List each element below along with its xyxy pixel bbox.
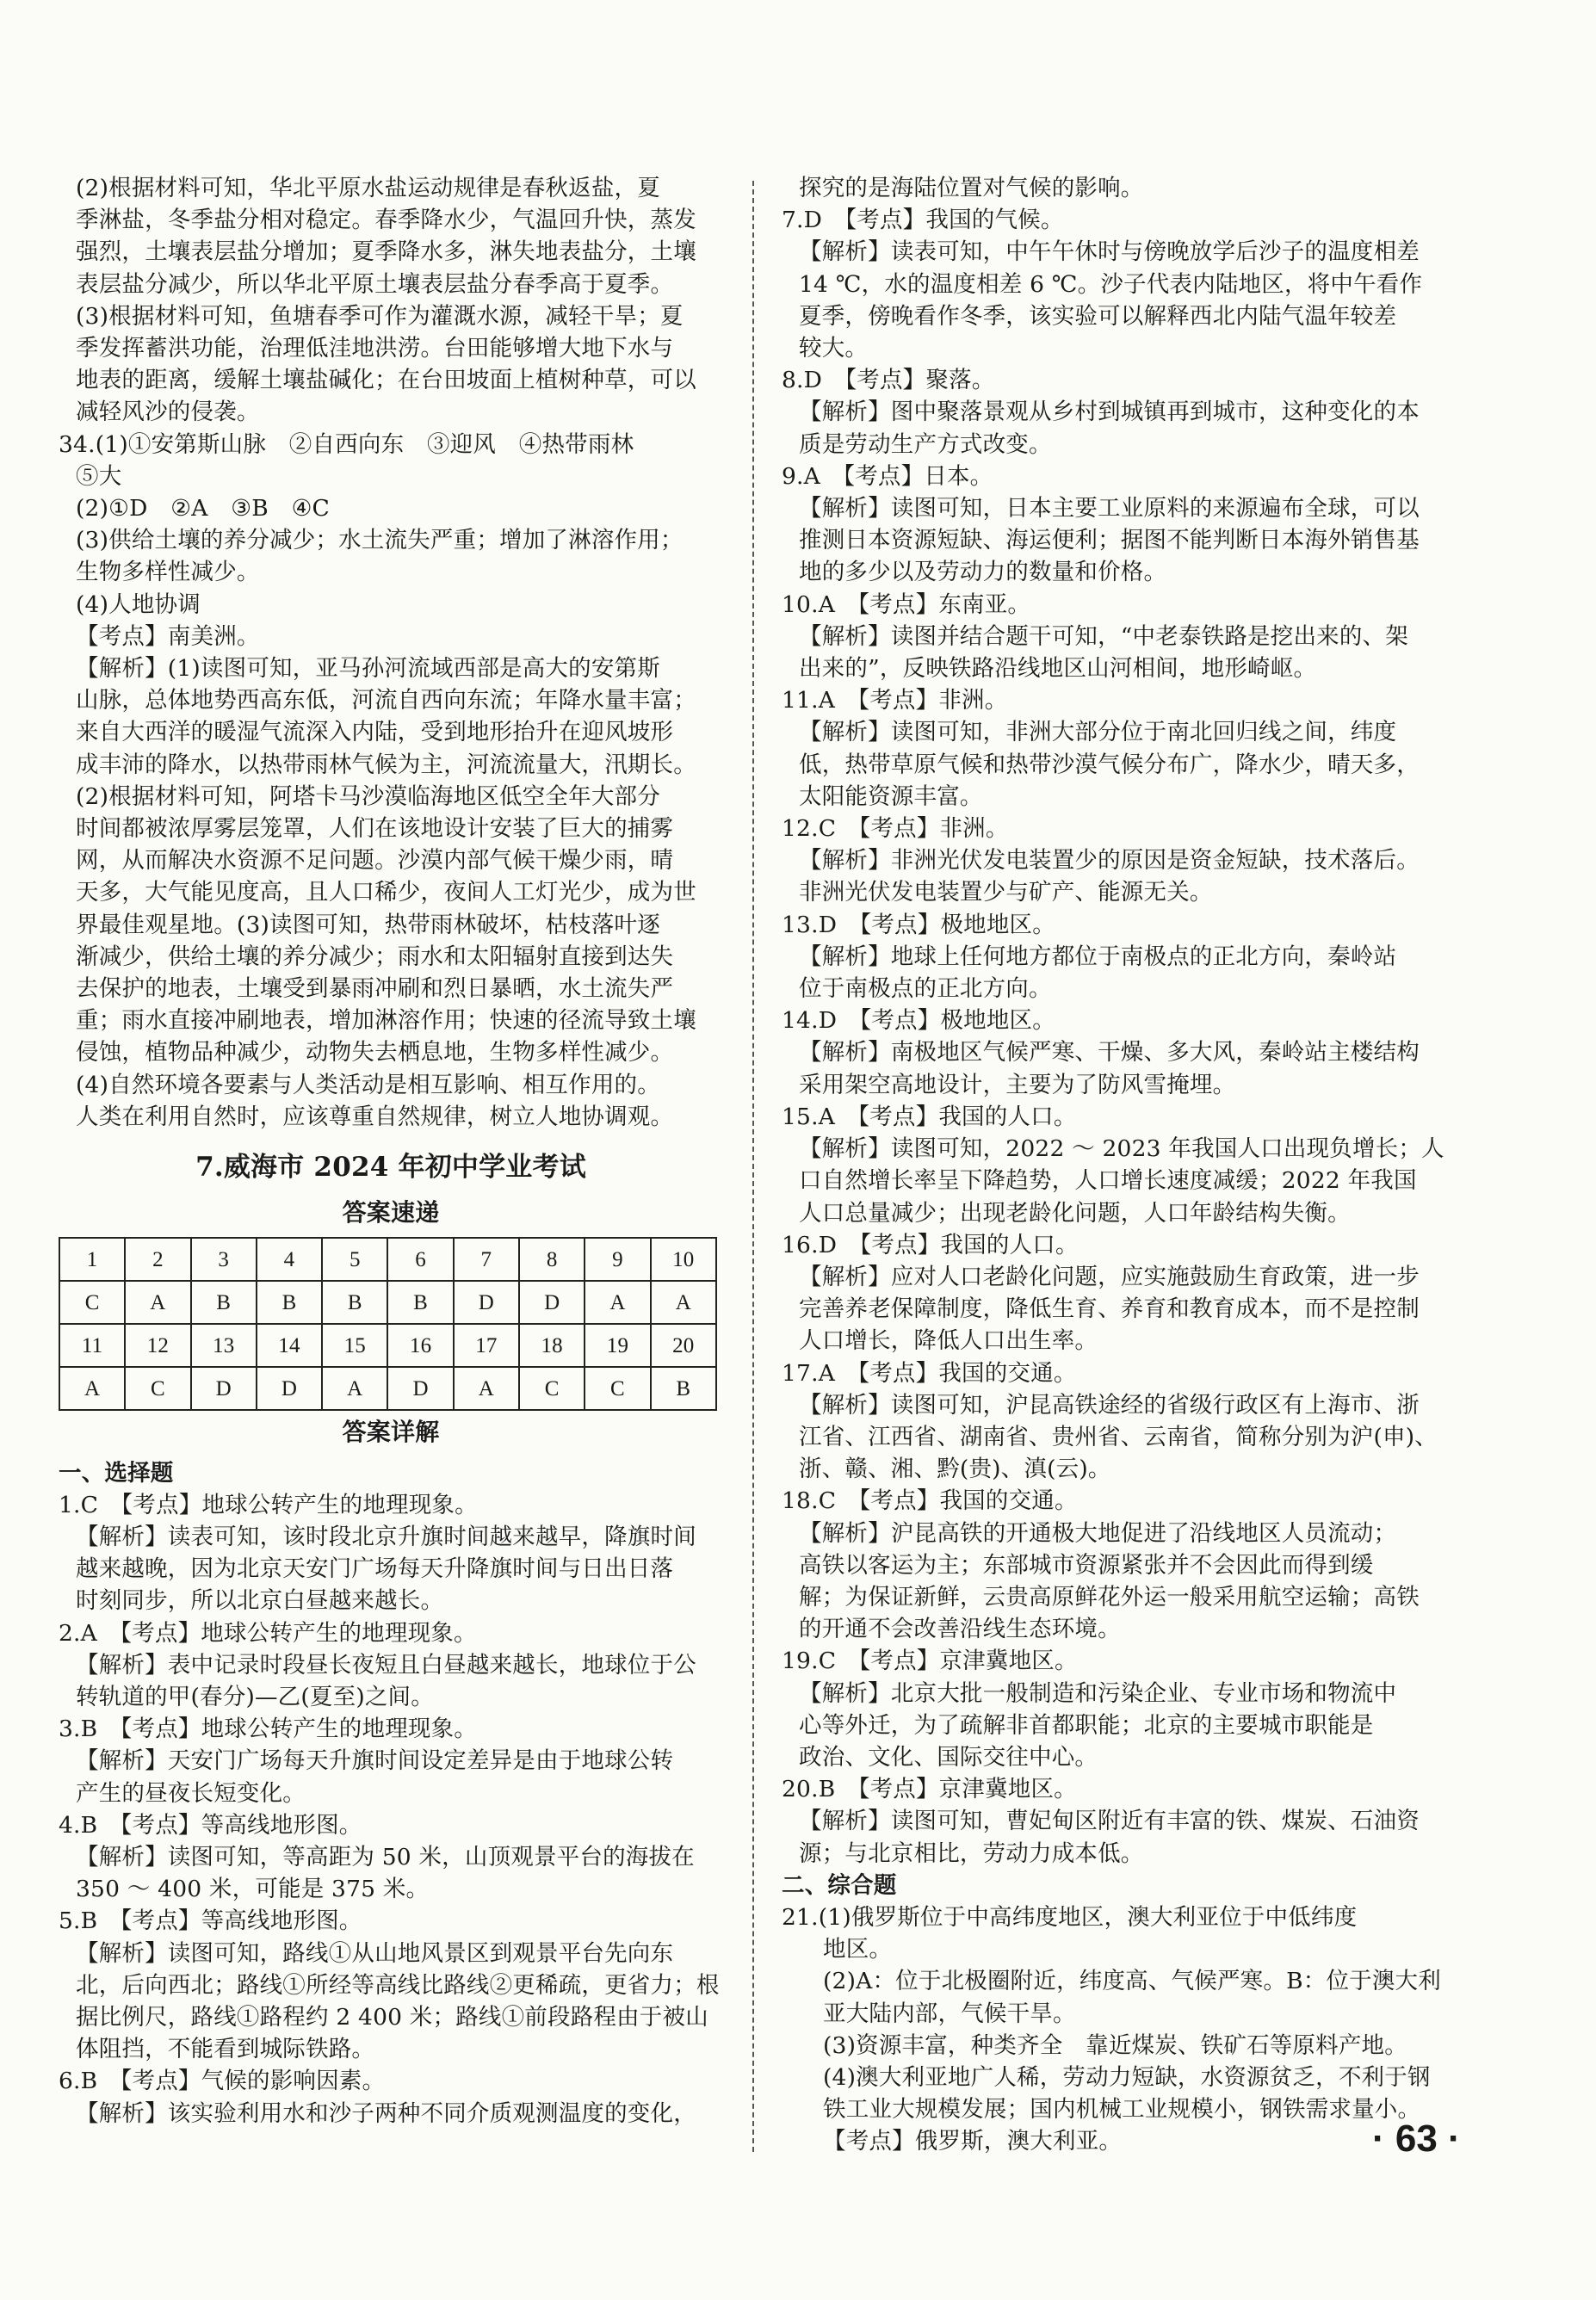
table-cell: 15 — [322, 1324, 387, 1367]
text-line: 【解析】读图可知，等高距为 50 米，山顶观景平台的海拔在 — [76, 1843, 695, 1870]
text-line: 1.C 【考点】地球公转产生的地理现象。 — [59, 1491, 478, 1518]
text-line: 生物多样性减少。 — [76, 559, 260, 586]
text-line: 体阻挡，不能看到城际铁路。 — [76, 2036, 375, 2063]
table-cell: 7 — [454, 1238, 519, 1281]
text-line: 重；雨水直接冲刷地表，增加淋溶作用；快速的径流导致土壤 — [76, 1007, 696, 1035]
text-line: (3)根据材料可知，鱼塘春季可作为灌溉水源，减轻干旱；夏 — [76, 302, 684, 330]
text-line: 采用架空高地设计，主要为了防风雪掩埋。 — [799, 1071, 1236, 1098]
text-line: 天多，大气能见度高，且人口稀少，夜间人工灯光少，成为世 — [76, 879, 696, 906]
table-cell: 16 — [387, 1324, 453, 1367]
text-line: 14.D 【考点】极地地区。 — [782, 1007, 1055, 1035]
text-line: 2.A 【考点】地球公转产生的地理现象。 — [59, 1619, 477, 1647]
table-cell: 5 — [322, 1238, 387, 1281]
text-line: 来自大西洋的暖湿气流深入内陆，受到地形抬升在迎风坡形 — [76, 719, 674, 746]
text-line: 产生的昼夜长短变化。 — [76, 1779, 306, 1807]
text-line: 界最佳观星地。(3)读图可知，热带雨林破坏，枯枝落叶逐 — [76, 911, 660, 938]
table-cell: A — [59, 1367, 125, 1410]
text-line: 源；与北京相比，劳动力成本低。 — [799, 1839, 1144, 1867]
answer-row — [59, 1281, 716, 1324]
text-line: 9.A 【考点】日本。 — [782, 462, 993, 490]
text-line: 【解析】读图可知，曹妃甸区附近有丰富的铁、煤炭、石油资 — [799, 1808, 1420, 1835]
page-number: · 63 · — [1372, 2118, 1461, 2160]
exam-title: 7.威海市 2024 年初中学业考试 — [195, 1152, 586, 1184]
text-line: 夏季，傍晚看作冬季，该实验可以解释西北内陆气温年较差 — [799, 302, 1397, 330]
text-line: 时间都被浓厚雾层笼罩，人们在该地设计安装了巨大的捕雾 — [76, 815, 674, 843]
text-line: 铁工业大规模发展；国内机械工业规模小，钢铁需求量小。 — [823, 2096, 1421, 2124]
table-cell: C — [59, 1281, 125, 1324]
text-line: 16.D 【考点】我国的人口。 — [782, 1231, 1079, 1258]
table-cell: D — [387, 1367, 453, 1410]
text-line: 地的多少以及劳动力的数量和价格。 — [799, 559, 1167, 586]
text-line: 推测日本资源短缺、海运便利；据图不能判断日本海外销售基 — [799, 527, 1420, 554]
text-line: 网，从而解决水资源不足问题。沙漠内部气候干燥少雨，晴 — [76, 847, 674, 875]
text-line: 5.B 【考点】等高线地形图。 — [59, 1907, 362, 1935]
text-line: 【解析】非洲光伏发电装置少的原因是资金短缺，技术落后。 — [799, 847, 1420, 875]
text-line: (4)自然环境各要素与人类活动是相互影响、相互作用的。 — [76, 1071, 660, 1098]
answer-table — [59, 1237, 717, 1411]
text-line: 政治、文化、国际交往中心。 — [799, 1743, 1098, 1771]
text-line: 13.D 【考点】极地地区。 — [782, 911, 1055, 938]
table-cell: B — [651, 1367, 716, 1410]
text-line: 7.D 【考点】我国的气候。 — [782, 207, 1064, 234]
text-line: 17.A 【考点】我国的交通。 — [782, 1359, 1077, 1387]
text-line: 【解析】读表可知，该时段北京升旗时间越来越早，降旗时间 — [76, 1523, 696, 1550]
text-line: 江省、江西省、湖南省、贵州省、云南省，简称分别为沪(申)、 — [799, 1423, 1438, 1450]
left-answers-continued — [59, 172, 723, 1133]
text-line: 【考点】南美洲。 — [76, 622, 260, 650]
table-cell: 3 — [191, 1238, 257, 1281]
text-line: 34.(1)①安第斯山脉 ②自西向东 ③迎风 ④热带雨林 — [59, 430, 634, 458]
text-line: 强烈，土壤表层盐分增加；夏季降水多，淋失地表盐分，土壤 — [76, 238, 696, 266]
text-line: 【解析】读图并结合题干可知，“中老泰铁路是挖出来的、架 — [799, 622, 1408, 650]
question-number-row — [59, 1238, 716, 1281]
text-line: 侵蚀，植物品种减少，动物失去栖息地，生物多样性减少。 — [76, 1039, 674, 1067]
right-detailed-answers — [782, 172, 1455, 2158]
table-cell: C — [125, 1367, 190, 1410]
text-line: 季淋盐，冬季盐分相对稳定。春季降水少，气温回升快，蒸发 — [76, 207, 696, 234]
text-line: 【解析】读图可知，日本主要工业原料的来源遍布全球，可以 — [799, 495, 1420, 522]
text-line: 10.A 【考点】东南亚。 — [782, 590, 1031, 618]
text-line: 越来越晚，因为北京天安门广场每天升降旗时间与日出日落 — [76, 1555, 674, 1583]
text-line: ⑤大 — [76, 462, 122, 490]
text-line: 【解析】天安门广场每天升旗时间设定差异是由于地球公转 — [76, 1747, 674, 1775]
table-cell: 12 — [125, 1324, 190, 1367]
text-line: (3)资源丰富，种类齐全 靠近煤炭、铁矿石等原料产地。 — [823, 2031, 1407, 2059]
text-line: 20.B 【考点】京津冀地区。 — [782, 1776, 1077, 1803]
text-line: (2)根据材料可知，华北平原水盐运动规律是春秋返盐，夏 — [76, 175, 660, 201]
table-cell: A — [585, 1281, 650, 1324]
text-line: 4.B 【考点】等高线地形图。 — [59, 1811, 362, 1839]
text-line: 口自然增长率呈下降趋势，人口增长速度减缓；2022 年我国 — [799, 1167, 1417, 1195]
text-line: 【解析】北京大批一般制造和污染企业、专业市场和物流中 — [799, 1679, 1397, 1707]
table-cell: A — [454, 1367, 519, 1410]
text-line: 【解析】读表可知，中午午休时与傍晚放学后沙子的温度相差 — [799, 238, 1420, 266]
text-line: 位于南极点的正北方向。 — [799, 975, 1052, 1003]
table-cell: D — [191, 1367, 257, 1410]
table-cell: D — [519, 1281, 585, 1324]
text-line: (3)供给土壤的养分减少；水土流失严重；增加了淋溶作用； — [76, 527, 684, 554]
text-line: 11.A 【考点】非洲。 — [782, 687, 1008, 714]
text-line: 成丰沛的降水，以热带雨林气候为主，河流流量大，汛期长。 — [76, 751, 696, 778]
text-line: 【解析】(1)读图可知，亚马孙河流域西部是高大的安第斯 — [76, 655, 660, 683]
text-line: (2)根据材料可知，阿塔卡马沙漠临海地区低空全年大部分 — [76, 782, 660, 810]
text-line: 【解析】读图可知，沪昆高铁途经的省级行政区有上海市、浙 — [799, 1391, 1420, 1419]
text-line: (4)人地协调 — [76, 590, 201, 618]
text-line: 6.B 【考点】气候的影响因素。 — [59, 2068, 386, 2095]
table-cell: 8 — [519, 1238, 585, 1281]
question-number-row — [59, 1324, 716, 1367]
text-line: 21.(1)俄罗斯位于中高纬度地区，澳大利亚位于中低纬度 — [782, 1903, 1358, 1931]
text-line: 【解析】地球上任何地方都位于南极点的正北方向，秦岭站 — [799, 943, 1397, 970]
table-cell: 2 — [125, 1238, 190, 1281]
text-line: 地区。 — [823, 1936, 893, 1963]
text-line: 【解析】沪昆高铁的开通极大地促进了沿线地区人员流动； — [799, 1519, 1397, 1547]
text-line: 完善养老保障制度，降低生育、养育和教育成本，而不是控制 — [799, 1295, 1420, 1323]
detailed-answers-title: 答案详解 — [342, 1418, 440, 1447]
text-line: 350 ～ 400 米，可能是 375 米。 — [76, 1876, 430, 1903]
text-line: 14 ℃，水的温度相差 6 ℃。沙子代表内陆地区，将中午看作 — [799, 270, 1423, 298]
text-line: 18.C 【考点】我国的交通。 — [782, 1487, 1078, 1515]
text-line: 【解析】读图可知，路线①从山地风景区到观景平台先向东 — [76, 1939, 674, 1967]
text-line: 北，后向西北；路线①所经等高线比路线②更稀疏，更省力；根 — [76, 1971, 720, 1999]
text-line: 浙、赣、湘、黔(贵)、滇(云)。 — [799, 1456, 1111, 1483]
quick-answers-title: 答案速递 — [342, 1198, 440, 1227]
table-cell: B — [322, 1281, 387, 1324]
text-line: 高铁以客运为主；东部城市资源紧张并不会因此而得到缓 — [799, 1551, 1374, 1579]
text-line: 时刻同步，所以北京白昼越来越长。 — [76, 1587, 444, 1615]
text-line: 渐减少，供给土壤的养分减少；雨水和太阳辐射直接到达失 — [76, 943, 674, 970]
text-line: 去保护的地表，土壤受到暴雨冲刷和烈日暴晒，水土流失严 — [76, 975, 674, 1003]
text-line: (2)A：位于北极圈附近，纬度高、气候严寒。B：位于澳大利 — [823, 1968, 1441, 1995]
text-line: 【考点】俄罗斯，澳大利亚。 — [823, 2128, 1123, 2155]
text-line: 15.A 【考点】我国的人口。 — [782, 1103, 1077, 1130]
text-line: 8.D 【考点】聚落。 — [782, 367, 995, 394]
table-cell: B — [387, 1281, 453, 1324]
text-line: 19.C 【考点】京津冀地区。 — [782, 1648, 1078, 1675]
text-line: 较大。 — [799, 335, 869, 362]
text-line: 人口增长，降低人口出生率。 — [799, 1327, 1098, 1355]
text-line: 人口总量减少；出现老龄化问题，人口年龄结构失衡。 — [799, 1199, 1351, 1227]
table-cell: 17 — [454, 1324, 519, 1367]
text-line: 解；为保证新鲜，云贵高原鲜花外运一般采用航空运输；高铁 — [799, 1583, 1420, 1611]
table-cell: 1 — [59, 1238, 125, 1281]
left-column — [59, 172, 723, 2130]
text-line: 据比例尺，路线①路程约 2 400 米；路线①前段路程由于被山 — [76, 2003, 708, 2031]
table-cell: B — [257, 1281, 322, 1324]
table-cell: 9 — [585, 1238, 650, 1281]
table-cell: A — [125, 1281, 190, 1324]
table-cell: 13 — [191, 1324, 257, 1367]
table-cell: D — [454, 1281, 519, 1324]
table-cell: C — [585, 1367, 650, 1410]
answer-row — [59, 1367, 716, 1410]
section-choice-questions: 一、选择题 — [59, 1459, 174, 1487]
text-line: 低，热带草原气候和热带沙漠气候分布广，降水少，晴天多， — [799, 751, 1420, 778]
text-line: 转轨道的甲(春分)—乙(夏至)之间。 — [76, 1683, 434, 1710]
text-line: 的开通不会改善沿线生态环境。 — [799, 1616, 1121, 1643]
text-line: (2)①D ②A ③B ④C — [76, 495, 330, 522]
text-line: 3.B 【考点】地球公转产生的地理现象。 — [59, 1716, 478, 1743]
column-divider — [752, 181, 754, 2152]
left-detailed-answers — [59, 1489, 723, 2130]
text-line: 表层盐分减少，所以华北平原土壤表层盐分春季高于夏季。 — [76, 270, 674, 298]
text-line: 心等外迁，为了疏解非首都职能；北京的主要城市职能是 — [799, 1711, 1374, 1739]
table-cell: 19 — [585, 1324, 650, 1367]
text-line: 地表的距离，缓解土壤盐碱化；在台田坡面上植树种草，可以 — [76, 367, 696, 394]
text-line: 【解析】该实验利用水和沙子两种不同介质观测温度的变化， — [76, 2099, 696, 2127]
text-line: 减轻风沙的侵袭。 — [76, 399, 260, 426]
text-line: 12.C 【考点】非洲。 — [782, 815, 1009, 843]
text-line: (4)澳大利亚地广人稀，劳动力短缺，水资源贫乏，不利于钢 — [823, 2063, 1431, 2091]
text-line: 亚大陆内部，气候干旱。 — [823, 2000, 1076, 2027]
text-line: 【解析】南极地区气候严寒、干燥、多大风，秦岭站主楼结构 — [799, 1039, 1420, 1067]
table-cell: 14 — [257, 1324, 322, 1367]
text-line: 【解析】应对人口老龄化问题，应实施鼓励生育政策，进一步 — [799, 1263, 1420, 1290]
text-line: 【解析】表中记录时段昼长夜短且白昼越来越长，地球位于公 — [76, 1651, 696, 1679]
table-cell: 20 — [651, 1324, 716, 1367]
text-line: 出来的”，反映铁路沿线地区山河相间，地形崎岖。 — [799, 655, 1317, 683]
text-line: 探究的是海陆位置对气候的影响。 — [799, 175, 1144, 201]
right-column — [782, 172, 1455, 2158]
text-line: 非洲光伏发电装置少与矿产、能源无关。 — [799, 879, 1213, 906]
table-cell: D — [257, 1367, 322, 1410]
text-line: 【解析】图中聚落景观从乡村到城镇再到城市，这种变化的本 — [799, 399, 1420, 426]
table-cell: A — [651, 1281, 716, 1324]
text-line: 二、综合题 — [782, 1871, 897, 1899]
table-cell: 10 — [651, 1238, 716, 1281]
text-line: 山脉，总体地势西高东低，河流自西向东流；年降水量丰富； — [76, 687, 696, 714]
table-cell: 6 — [387, 1238, 453, 1281]
table-cell: 4 — [257, 1238, 322, 1281]
text-line: 质是劳动生产方式改变。 — [799, 430, 1052, 458]
table-cell: B — [191, 1281, 257, 1324]
table-cell: A — [322, 1367, 387, 1410]
table-cell: C — [519, 1367, 585, 1410]
text-line: 【解析】读图可知，非洲大部分位于南北回归线之间，纬度 — [799, 719, 1397, 746]
table-cell: 11 — [59, 1324, 125, 1367]
text-line: 季发挥蓄洪功能，治理低洼地洪涝。台田能够增大地下水与 — [76, 335, 674, 362]
text-line: 【解析】读图可知，2022 ～ 2023 年我国人口出现负增长；人 — [799, 1135, 1444, 1163]
text-line: 人类在利用自然时，应该尊重自然规律，树立人地协调观。 — [76, 1103, 674, 1130]
table-cell: 18 — [519, 1324, 585, 1367]
text-line: 太阳能资源丰富。 — [799, 782, 983, 810]
